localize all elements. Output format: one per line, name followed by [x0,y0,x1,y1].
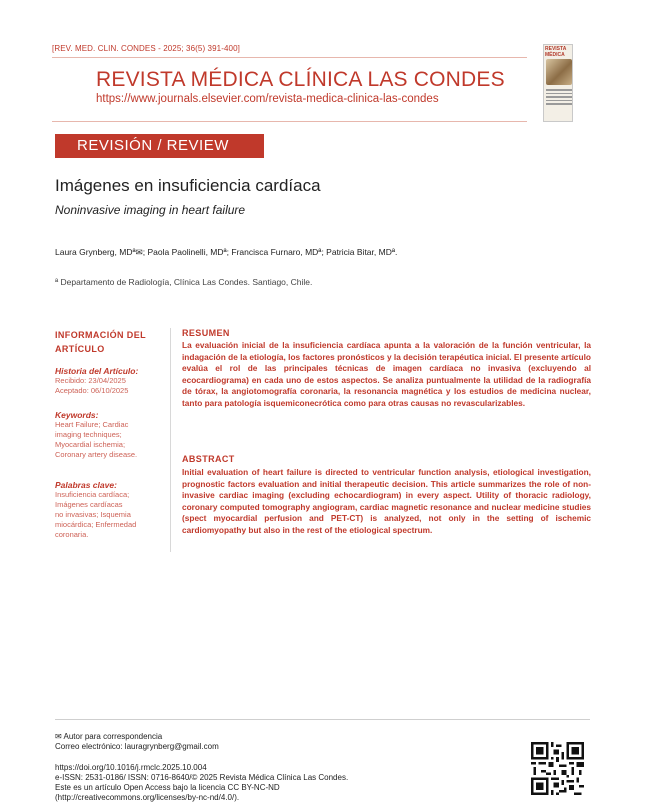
accepted-date: Aceptado: 06/10/2025 [55,386,129,395]
license-url-link[interactable]: (http://creativecommons.org/licenses/by-nc-nd/4.0/). [55,793,240,802]
palabra-line: no invasivas; Isquemia [55,510,131,519]
doi-link[interactable]: https://doi.org/10.1016/j.rmclc.2025.10.004 [55,763,207,772]
issn-line: e-ISSN: 2531-0186/ ISSN: 0716-8640/© 2025 Revista Médica Clínica Las Condes. [55,773,349,782]
article-history [55,366,167,396]
received-date: Recibido: 23/04/2025 [55,376,126,385]
palabra-line: coronaria. [55,530,89,539]
history-label: Historia del Artículo: [55,366,139,376]
cover-title: REVISTA MÉDICA [545,46,567,58]
journal-cover-thumbnail [543,44,573,122]
keyword-line: Coronary artery disease. [55,450,138,459]
journal-url-link[interactable]: https://www.journals.elsevier.com/revista-medica-clinica-las-condes [96,93,439,105]
abstract-text: Initial evaluation of heart failure is directed to ventricular function analysis, etiological investigation, prognostic factors evaluation and initial therapeutic decision. This article summarizes the role of non-invasive cardiac imaging (excluding echocardiogram) in every aspect. Utility of thoracic radiology, coronary computed tomography angiogram, cardiac magnetic resonance and nuclear medicine studies (spect myocardial perfusion and PET-CT) is analyzed, not only in the setting of ischemic cardiomyopathy but also in the rest of the etiological spectrum. [182,467,591,535]
citation: [REV. MED. CLIN. CONDES - 2025; 36(5) 391-400] [52,44,240,53]
cover-text-lines [546,89,572,107]
keywords-label: Keywords: [55,410,99,420]
qr-code-icon [531,742,584,795]
abstract-heading: ABSTRACT [182,454,235,464]
author-list: Laura Grynberg, MDª✉; Paola Paolinelli, MDª; Francisca Furnaro, MDª; Patricia Bitar, MDª. [55,247,398,257]
section-banner: REVISIÓN / REVIEW [55,134,264,158]
keyword-line: Heart Failure; Cardiac [55,420,129,429]
cover-image [546,59,572,85]
article-subtitle: Noninvasive imaging in heart failure [55,203,246,217]
article-info-heading-line1: INFORMACIÓN DEL [55,330,146,340]
column-divider [170,328,171,552]
header-divider-bottom [52,121,527,122]
palabras-clave-block [55,480,167,540]
palabras-label: Palabras clave: [55,480,117,490]
journal-name: REVISTA MÉDICA CLÍNICA LAS CONDES [96,68,505,91]
palabra-line: Imágenes cardíacas [55,500,123,509]
email-line: Correo electrónico: lauragrynberg@gmail.com [55,742,219,751]
license-line: Este es un artículo Open Access bajo la licencia CC BY-NC-ND [55,783,280,792]
keywords-block [55,410,167,460]
header-divider [52,57,527,58]
resumen-text: La evaluación inicial de la insuficiencia cardíaca apunta a la valoración de la función ventricular, la indagación de la etiología, los factores pronósticos y la decisión terapéutica inicial. El presente artículo evalúa el rol de las principales técnicas de imagen cardíaca no invasiva (excluyendo al ecocardiograma) en cada uno de estos aspectos. Se analiza puntualmente la utilidad de la radiografía de tórax, la angiotomografía coronaria, la resonancia magnética y los estudios de medicina nuclear, tanto para patología isquemiconecrótica como para otras causas no revascularizables. [182,340,591,408]
resumen-heading: RESUMEN [182,328,230,338]
article-title: Imágenes en insuficiencia cardíaca [55,176,321,195]
palabra-line: Insuficiencia cardíaca; [55,490,130,499]
keyword-line: imaging techniques; [55,430,122,439]
affiliation: ª Departamento de Radiología, Clínica Las Condes. Santiago, Chile. [55,277,313,287]
article-info-heading [55,328,167,356]
palabra-line: miocárdica; Enfermedad [55,520,137,529]
article-info-heading-line2: ARTÍCULO [55,344,105,354]
correspondence-note: ✉ Autor para correspondencia [55,732,163,741]
keyword-line: Myocardial ischemia; [55,440,126,449]
footer-divider [55,719,590,720]
